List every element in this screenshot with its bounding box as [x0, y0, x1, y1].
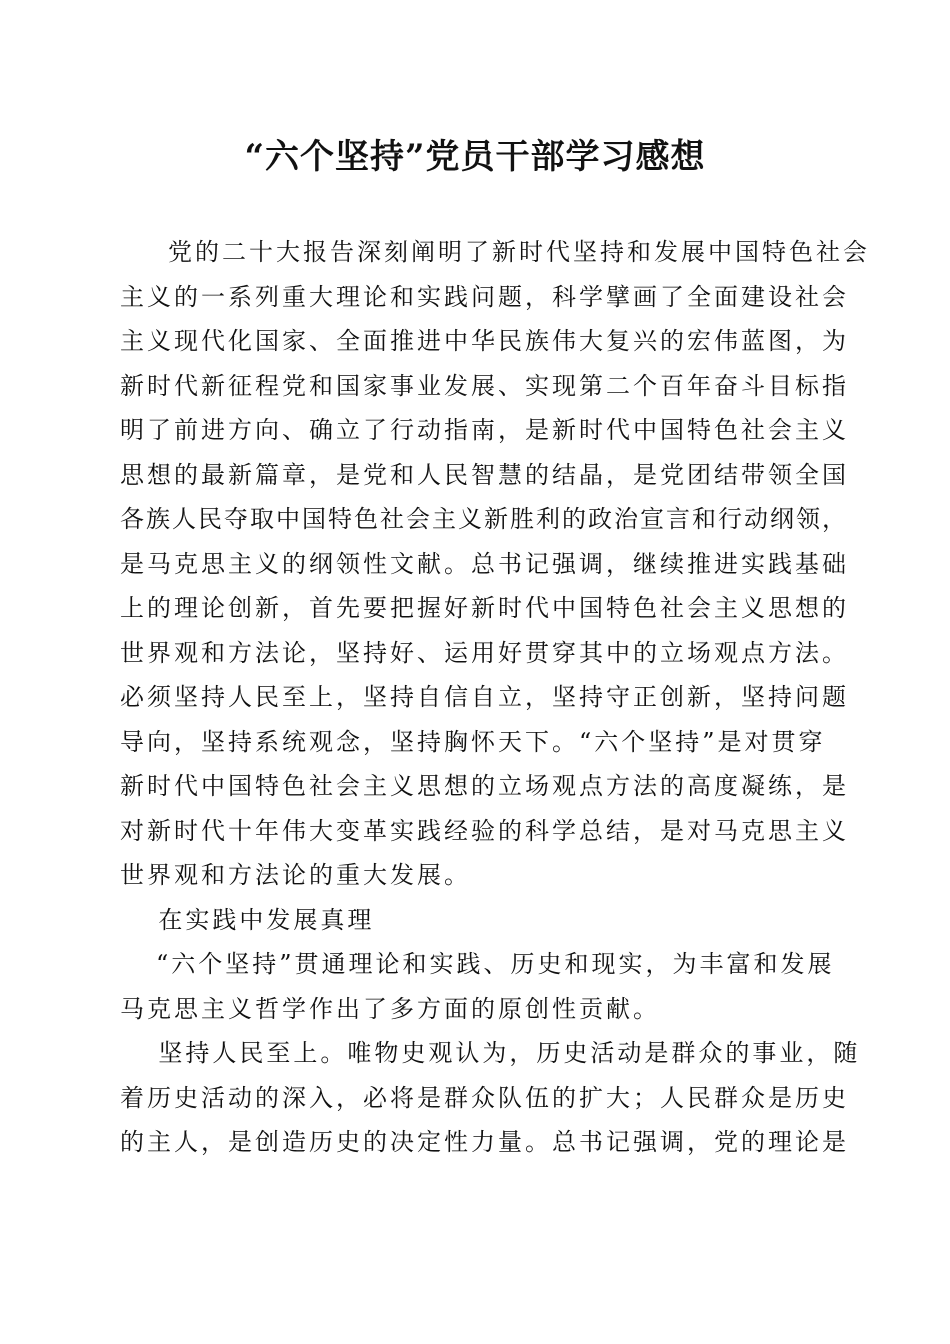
text-line: 世界观和方法论的重大发展。 — [120, 861, 471, 889]
text-line: 世界观和方法论，坚持好、运用好贯穿其中的立场观点方法。 — [120, 638, 849, 667]
text-line: 各族人民夺取中国特色社会主义新胜利的政治宣言和行动纲领， — [120, 505, 848, 533]
text-line: 主义现代化国家、全面推进中华民族伟大复兴的宏伟蓝图，为 — [120, 327, 849, 355]
text-line: 的主人，是创造历史的决定性力量。总书记强调，党的理论是 — [120, 1128, 849, 1156]
text-line: 对新时代十年伟大变革实践经验的科学总结，是对马克思主义 — [120, 816, 849, 845]
text-line: “六个坚持”贯通理论和实践、历史和现实，为丰富和发展 — [156, 950, 835, 978]
text-line: 必须坚持人民至上，坚持自信自立，坚持守正创新，坚持问题 — [120, 683, 849, 711]
text-line: 马克思主义哲学作出了多方面的原创性贡献。 — [120, 994, 660, 1023]
text-line: 导向，坚持系统观念，坚持胸怀天下。“六个坚持”是对贯穿 — [120, 727, 826, 756]
text-line: 明了前进方向、确立了行动指南，是新时代中国特色社会主义 — [120, 416, 849, 444]
text-line: 上的理论创新，首先要把握好新时代中国特色社会主义思想的 — [120, 594, 849, 622]
text-line: 思想的最新篇章，是党和人民智慧的结晶，是党团结带领全国 — [120, 460, 849, 489]
paragraph-intro — [120, 230, 870, 898]
document-title: “六个坚持”党员干部学习感想 — [244, 137, 706, 177]
text-line: 新时代中国特色社会主义思想的立场观点方法的高度凝练，是 — [120, 772, 849, 800]
text-line: 是马克思主义的纲领性文献。总书记强调，继续推进实践基础 — [120, 549, 849, 578]
document-body — [120, 230, 870, 1165]
text-line: 党的二十大报告深刻阐明了新时代坚持和发展中国特色社会 — [168, 238, 870, 266]
section-heading-text: 在实践中发展真理 — [158, 905, 375, 934]
text-line: 坚持人民至上。唯物史观认为，历史活动是群众的事业，随 — [158, 1039, 861, 1067]
paragraph-overview — [120, 942, 835, 1031]
text-line: 主义的一系列重大理论和实践问题，科学擘画了全面建设社会 — [120, 282, 849, 311]
paragraph-people-first — [120, 1031, 861, 1165]
section-heading — [120, 898, 832, 943]
text-line: 新时代新征程党和国家事业发展、实现第二个百年奋斗目标指 — [120, 371, 849, 400]
text-line: 着历史活动的深入，必将是群众队伍的扩大；人民群众是历史 — [120, 1083, 849, 1112]
